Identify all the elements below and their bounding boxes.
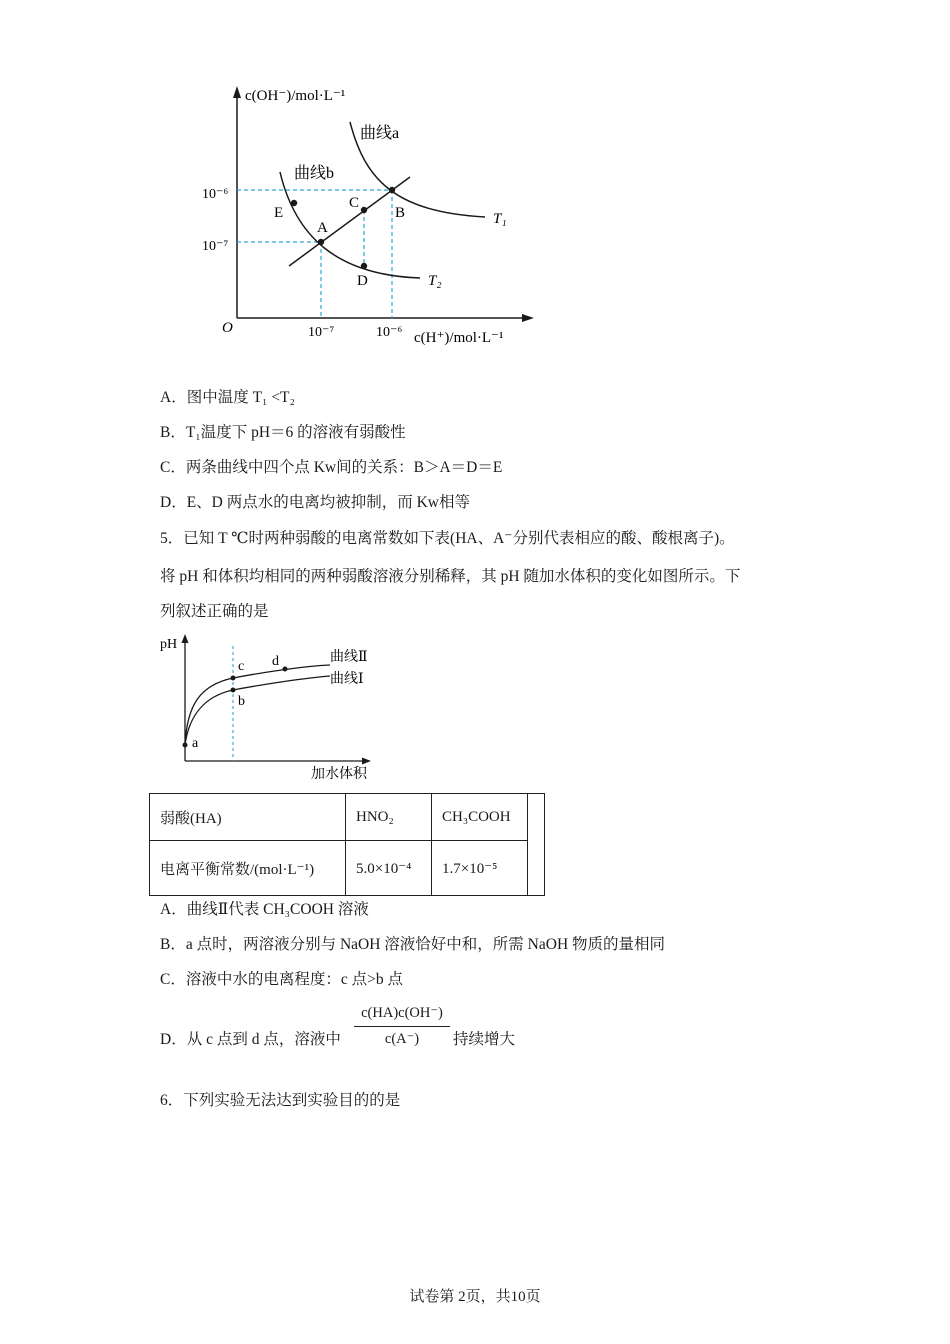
table-cell: 5.0×10⁻⁴	[346, 841, 432, 896]
q5-option-d-suffix: 持续增大	[453, 1031, 516, 1048]
point-d	[283, 667, 288, 672]
x-axis-label: c(H⁺)/mol·L⁻¹	[414, 330, 504, 346]
label-c: c	[238, 659, 245, 674]
x-axis-arrow	[522, 314, 534, 322]
y-axis-arrow	[233, 86, 241, 98]
curve-b-path	[280, 172, 420, 278]
figure-water-ion-product	[190, 80, 550, 355]
q4-option-b-text: B．T₁温度下 pH＝6 的溶液有弱酸性	[160, 424, 406, 441]
q6-stem: 6．下列实验无法达到实验目的的是	[160, 1092, 401, 1109]
q5-option-d-prefix: D．从 c 点到 d 点，溶液中	[160, 1031, 341, 1048]
label-b: b	[238, 694, 245, 709]
label-B: B	[395, 205, 406, 221]
curve-I-label: 曲线Ⅰ	[330, 672, 364, 687]
q5-stem-line1: 5．已知 T ℃时两种弱酸的电离常数如下表(HA、A⁻分别代表相应的酸、酸根离子)。	[160, 530, 735, 547]
point-B	[389, 187, 395, 193]
q5-option-b: B．a 点时，两溶液分别与 NaOH 溶液恰好中和，所需 NaOH 物质的量相同	[160, 936, 666, 953]
point-A	[318, 239, 324, 245]
table-empty-cell	[528, 794, 545, 896]
fraction-numerator: c(HA)c(OH⁻)	[354, 1005, 450, 1027]
label-E: E	[274, 205, 284, 221]
xtick-1e7: 10⁻⁷	[308, 325, 335, 340]
curve-a-label: 曲线a	[360, 125, 400, 142]
point-E	[291, 200, 297, 206]
curve-II-label: 曲线Ⅱ	[330, 650, 368, 665]
curve-I-path	[185, 676, 330, 745]
label-A: A	[317, 220, 328, 236]
point-c	[231, 676, 236, 681]
point-b	[231, 688, 236, 693]
ytick-1e6: 10⁻⁶	[202, 187, 229, 202]
label-d: d	[272, 654, 279, 669]
q5-option-a: A．曲线Ⅱ代表 CH₃COOH 溶液	[160, 901, 369, 918]
q4-option-a	[160, 387, 295, 409]
q4-option-b	[160, 422, 406, 444]
table-header-cell: 弱酸(HA)	[150, 794, 346, 841]
x-axis-arrow	[362, 758, 371, 765]
curve-II-path	[185, 665, 330, 745]
q5-stem-line3: 列叙述正确的是	[160, 603, 269, 620]
page-footer: 试卷第 2页，共10页	[409, 1289, 541, 1305]
q4-option-c-text: C．两条曲线中四个点 Kw间的关系：B＞A＝D＝E	[160, 459, 503, 476]
point-a	[183, 743, 188, 748]
q4-option-a-text: A．图中温度 T₁ <T₂	[160, 389, 295, 406]
q5-option-c: C．溶液中水的电离程度：c 点>b 点	[160, 971, 403, 988]
q5-option-d-fraction	[354, 1005, 450, 1048]
q4-option-d	[160, 492, 470, 514]
figure-ph-dilution	[155, 630, 395, 785]
table-row-label: 电离平衡常数/(mol·L⁻¹)	[150, 841, 346, 896]
t2-label: T₂	[428, 273, 442, 289]
y-axis-label: c(OH⁻)/mol·L⁻¹	[245, 88, 346, 104]
curve-b-label: 曲线b	[294, 165, 335, 182]
table-header-cell: CH₃COOH	[432, 794, 528, 841]
xtick-1e6: 10⁻⁶	[376, 325, 403, 340]
table-cell: 1.7×10⁻⁵	[432, 841, 528, 896]
table-row	[150, 841, 545, 896]
origin-label: O	[222, 320, 233, 336]
fraction-denominator: c(A⁻)	[384, 1031, 420, 1047]
ytick-1e7: 10⁻⁷	[202, 239, 229, 254]
label-a: a	[192, 736, 199, 751]
y-axis-label: pH	[160, 637, 178, 652]
table-header-cell: HNO₂	[346, 794, 432, 841]
q5-stem-line2: 将 pH 和体积均相同的两种弱酸溶液分别稀释，其 pH 随加水体积的变化如图所示。下	[160, 568, 741, 585]
t1-label: T₁	[493, 211, 507, 227]
point-C	[361, 207, 367, 213]
x-axis-label: 加水体积	[311, 767, 367, 782]
q4-option-c	[160, 457, 502, 479]
point-D	[361, 263, 367, 269]
label-C: C	[349, 195, 360, 211]
ionization-constant-table	[149, 793, 545, 896]
label-D: D	[357, 273, 368, 289]
q4-option-d-text: D．E、D 两点水的电离均被抑制，而 Kw相等	[160, 494, 470, 511]
table-header-row	[150, 794, 545, 841]
y-axis-arrow	[182, 634, 189, 643]
